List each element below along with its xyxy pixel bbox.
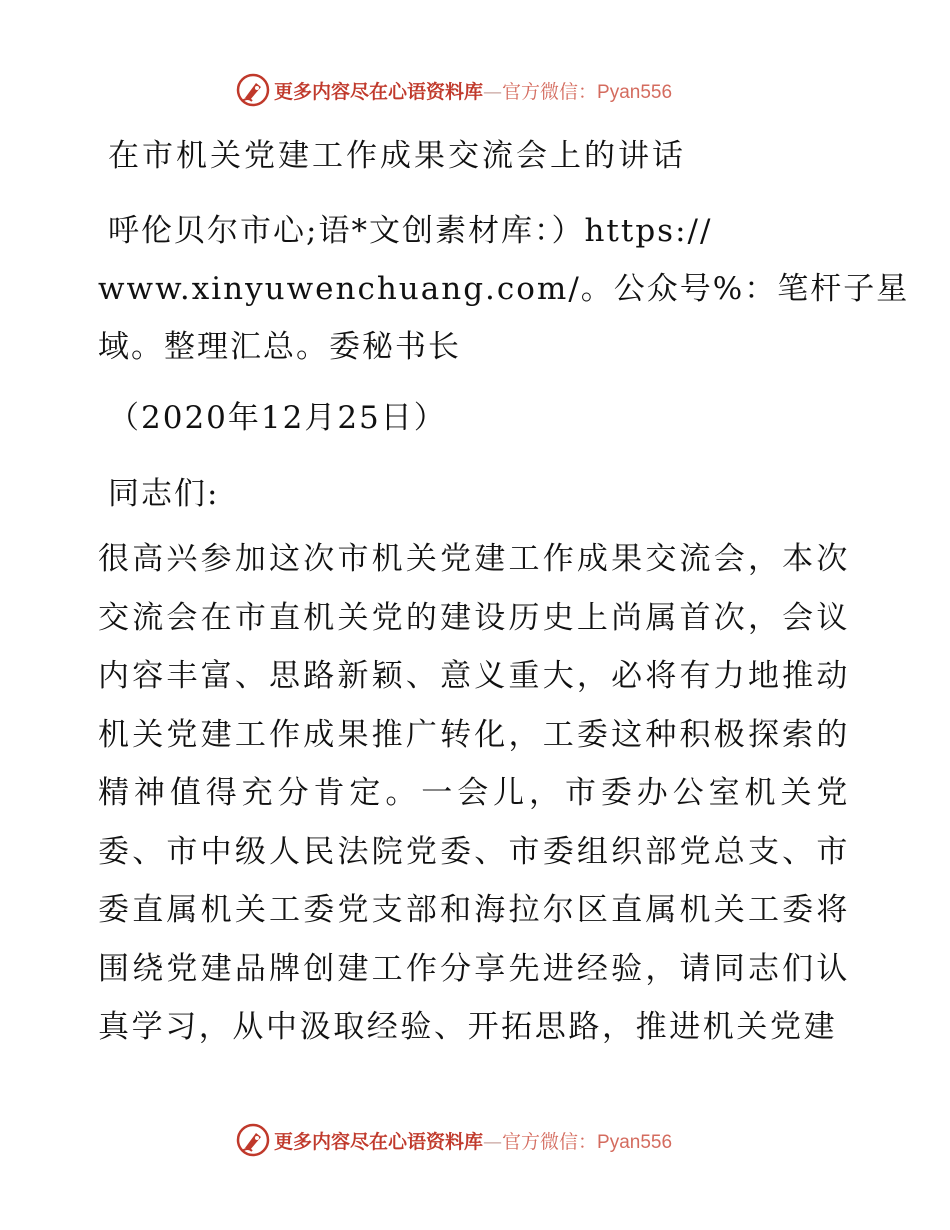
watermark-brand: 更多内容尽在心语资料库 <box>274 1130 484 1153</box>
source-line-2: www.xinyuwenchuang.com/。公众号%：笔杆子星 <box>98 271 910 307</box>
watermark-wechat-label: 官方微信： <box>502 1130 598 1153</box>
salutation: 同志们: <box>108 476 220 512</box>
watermark-brand: 更多内容尽在心语资料库 <box>274 80 484 103</box>
watermark-dash: — <box>483 1130 503 1153</box>
pen-nib-logo-icon <box>236 73 270 107</box>
watermark-text <box>274 77 672 104</box>
watermark-wechat-label: 官方微信： <box>502 80 598 103</box>
source-line-3: 域。整理汇总。委秘书长 <box>98 329 461 365</box>
pen-nib-logo-icon <box>236 1123 270 1157</box>
footer-watermark <box>236 1122 672 1158</box>
source-line-1: 呼伦贝尔市心;语*文创素材库：）https:// <box>108 213 713 249</box>
watermark-dash: — <box>483 80 503 103</box>
watermark-text <box>274 1127 672 1154</box>
body-paragraph: 很高兴参加这次市机关党建工作成果交流会，本次交流会在市直机关党的建设历史上尚属首次，会议内容丰富、思路新颖、意义重大，必将有力地推动机关党建工作成果推广转化，工委这种积极探索的精神值得充分肯定。一会儿，市委办公室机关党委、市中级人民法院党委、市委组织部党总支、市委直属机关工委党支部和海拉尔区直属机关工委将围绕党建品牌创建工作分享先进经验，请同志们认真学习，从中汲取经验、开拓思路，推进机关党建 <box>98 541 850 1045</box>
header-watermark <box>236 72 672 108</box>
document-title: 在市机关党建工作成果交流会上的讲话 <box>108 138 686 174</box>
watermark-wechat-id: Pyan556 <box>597 81 673 103</box>
watermark-wechat-id: Pyan556 <box>597 1131 673 1153</box>
paragraph-container <box>98 530 858 1110</box>
document-date: （2020年12月25日） <box>108 400 447 436</box>
